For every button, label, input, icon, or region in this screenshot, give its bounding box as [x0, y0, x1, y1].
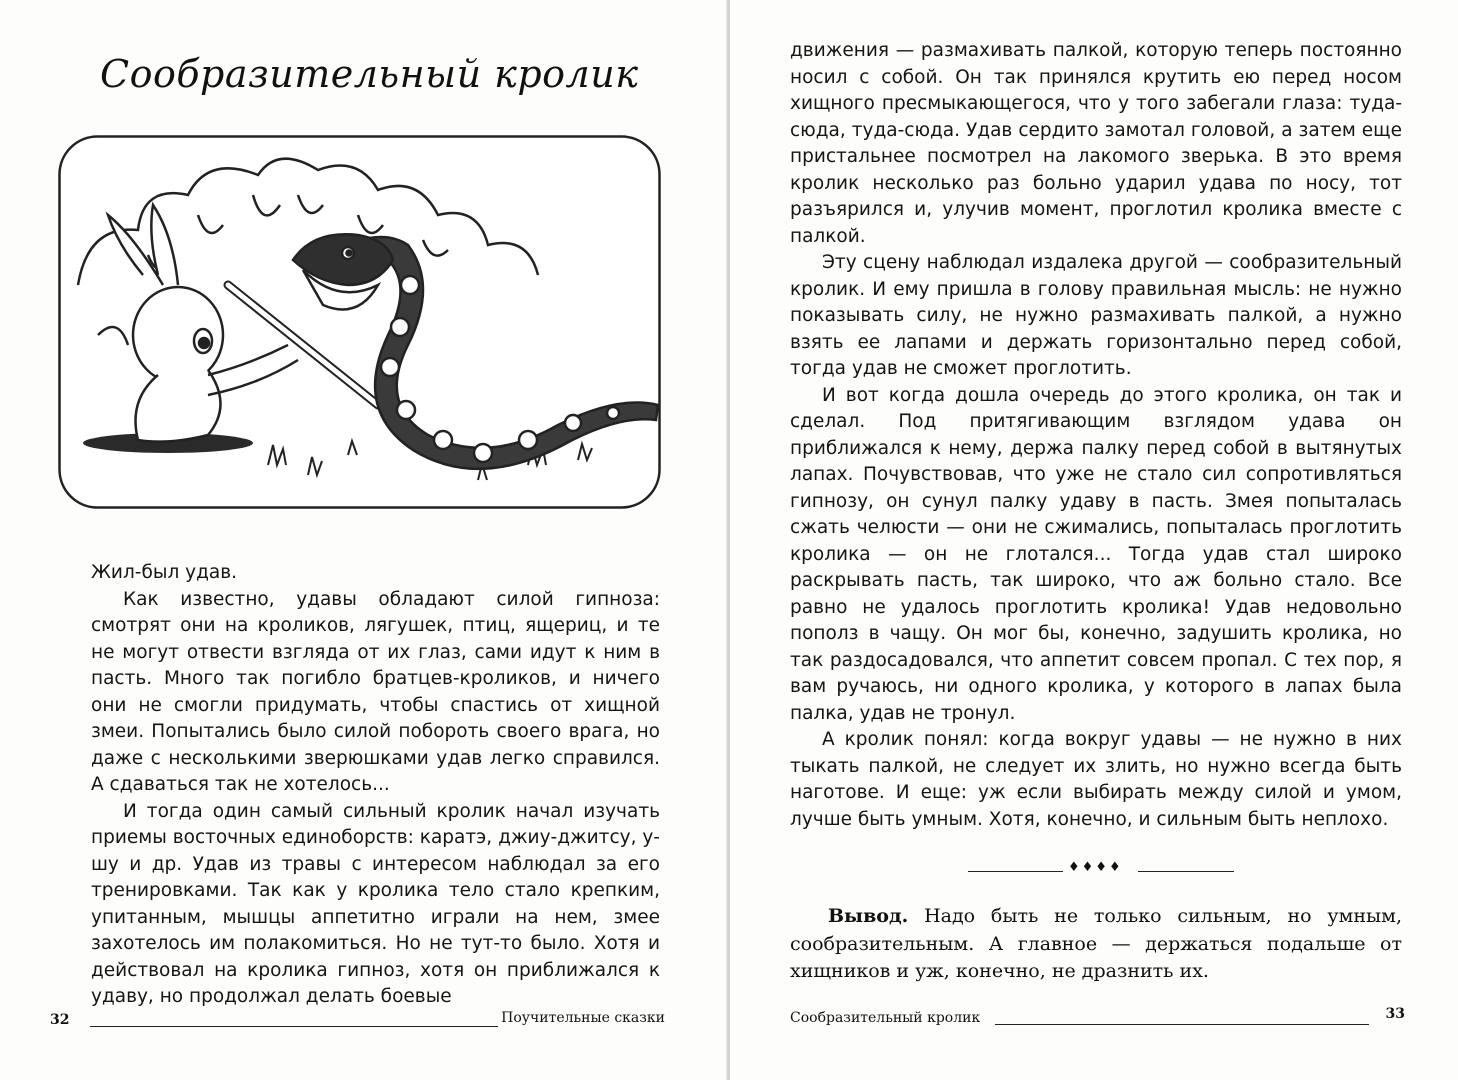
- conclusion-text: Надо быть не только сильным, но умным, сообразительным. А главное — держаться подальше от хищников и уж, конечно, не дразнить их.: [790, 905, 1402, 982]
- section-divider: [968, 860, 1234, 876]
- paragraph: И вот когда дошла очередь до этого кролика, он так и сделал. Под притягивающим взглядом удава он приближался к нему, держа палку перед собой в вытянутых лапах. Почувствовав, что уже не стало сил сопротивляться гипнозу, он сунул палку удаву в пасть. Змея попыталась сжать челюсти — они не сжимались, попыталась проглотить кролика — он не глотался... Тогда удав стал широко раскрывать пасть, так широко, что аж больно стало. Все равно не удалось проглотить кролика! Удав недовольно пополз в чащу. Он мог бы, конечно, задушить кролика, но так раздосадовался, что аппетит совсем пропал. С тех пор, я вам ручаюсь, ни одного кролика, у которого в лапах была палка, удав не тронул.: [790, 384, 1402, 724]
- paragraph: Эту сцену наблюдал издалека другой — сообразительный кролик. И ему пришла в голову правильная мысль: не нужно показывать силу, не нужно размахивать палкой, а нужно взять ее лапами и держать горизонтально перед собой, тогда удав не сможет проглотить.: [790, 252, 1402, 379]
- paragraph: И тогда один самый сильный кролик начал изучать приемы восточных единоборств: каратэ, джиу-джитсу, у-шу и др. Удав из травы с интересом наблюдал за его тренировками. Так как у кролика тело стало крепким, упитанным, мышцы аппетитно играли на нем, змее захотелось им полакомиться. Но не тут-то было. Хотя и действовал на кролика гипноз, хотя он приближался к удаву, но продолжал делать боевые: [91, 800, 660, 1007]
- story-title: Сообразительный кролик: [100, 52, 639, 96]
- running-title: Поучительные сказки: [501, 1010, 665, 1026]
- paragraph: Как известно, удавы обладают силой гипноза: смотрят они на кроликов, лягушек, птиц, ящериц, и те не могут отвести взгляда от их глаз, сами идут к ним в пасть. Много так погибло братцев-кроликов, и ничего они не смогли придумать, чтобы спастись от хищной змеи. Попытались было силой побороть своего врага, но даже с несколькими зверюшками удав легко справился. А сдаваться так не хотелось...: [91, 588, 660, 795]
- paragraph: Жил-был удав.: [91, 562, 238, 583]
- right-page-footer: [790, 1006, 1405, 1030]
- conclusion-label: Вывод.: [828, 905, 909, 927]
- paragraph: движения — размахивать палкой, которую теперь постоянно носил с собой. Он так принялся крутить ею перед носом хищного пресмыкающегося, что у того забегали глаза: туда-сюда, туда-сюда. Удав сердито замотал головой, а затем еще пристальнее посмотрел на лакомого зверька. В это время кролик несколько раз больно ударил удава по носу, тот разъярился и, улучив момент, проглотил кролика вместе с палкой.: [790, 40, 1402, 247]
- footer-rule: [995, 1024, 1369, 1025]
- left-page: [0, 0, 728, 1080]
- paragraph: А кролик понял: когда вокруг удавы — не нужно в них тыкать палкой, не следует их злить, но нужно всегда быть наготове. И еще: уж если выбирать между силой и умом, лучше быть умным. Хотя, конечно, и сильным быть неплохо.: [790, 729, 1402, 830]
- left-page-body: [91, 560, 660, 1011]
- page-number: 32: [50, 1012, 70, 1028]
- right-page-body: [790, 38, 1402, 833]
- page-number: 33: [1385, 1006, 1405, 1022]
- rabbit-and-snake-illustration: [58, 135, 661, 509]
- left-page-footer: [50, 1010, 665, 1030]
- footer-rule: [90, 1026, 498, 1027]
- diamond-ornament-icon: ♦♦♦♦: [1068, 860, 1123, 875]
- running-title: Сообразительный кролик: [790, 1010, 981, 1026]
- right-page: [730, 0, 1458, 1080]
- conclusion: [790, 903, 1402, 986]
